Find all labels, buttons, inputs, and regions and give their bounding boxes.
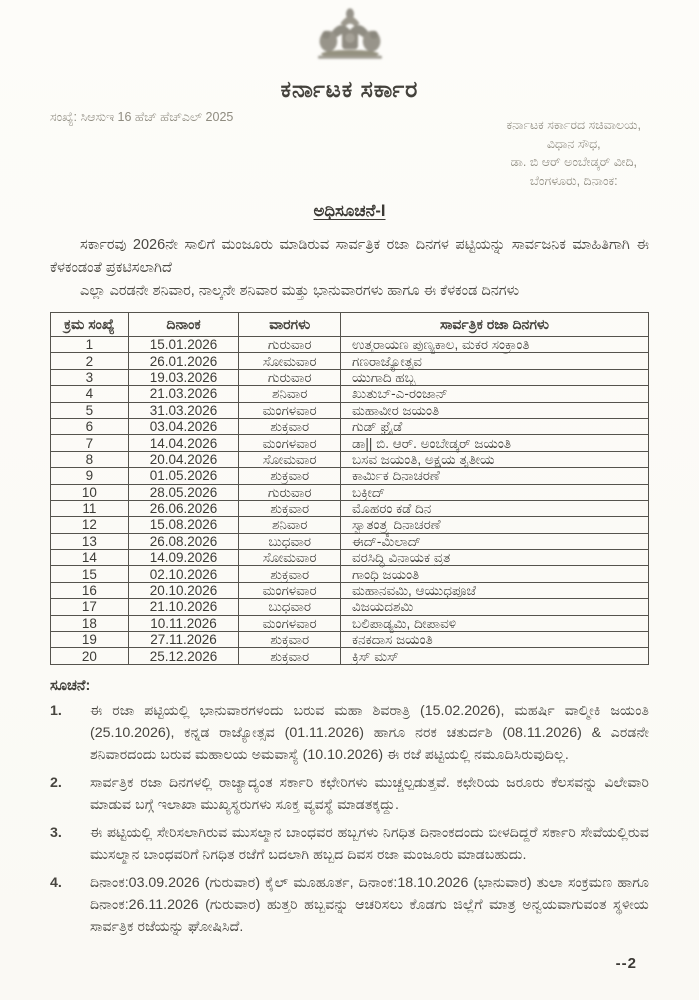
note-number: 2. (50, 774, 62, 791)
cell-weekday: ಶುಕ್ರವಾರ (239, 566, 341, 582)
cell-weekday: ಶುಕ್ರವಾರ (239, 648, 341, 664)
notes-list (50, 700, 649, 938)
table-row (51, 468, 649, 484)
cell-date: 26.08.2026 (128, 533, 239, 549)
table-row (51, 386, 649, 402)
table-row (51, 337, 649, 353)
cell-holiday-name: ಈದ್-ಮಿಲಾದ್ (341, 533, 649, 549)
cell-serial-number: 5 (51, 402, 129, 418)
cell-date: 28.05.2026 (128, 484, 239, 500)
cell-weekday: ಶುಕ್ರವಾರ (239, 468, 341, 484)
cell-weekday: ಶುಕ್ರವಾರ (239, 418, 341, 434)
cell-serial-number: 2 (51, 353, 129, 369)
cell-serial-number: 6 (51, 418, 129, 434)
intro-paragraph-2: ಎಲ್ಲಾ ಎರಡನೇ ಶನಿವಾರ, ನಾಲ್ಕನೇ ಶನಿವಾರ ಮತ್ತು ಭಾನುವಾರಗಳು ಹಾಗೂ ಈ ಕೆಳಕಂಡ ದಿನಗಳು (80, 283, 520, 299)
note-item (50, 822, 649, 866)
page-number: --2 (615, 955, 637, 972)
note-text: ಈ ಪಟ್ಟಿಯಲ್ಲಿ ಸೇರಿಸಲಾಗಿರುವ ಮುಸಲ್ಮಾನ ಬಾಂಧವರ ಹಬ್ಬಗಳು ನಿಗಧಿತ ದಿನಾಂಕದಂದು ಬೀಳದಿದ್ದರೆ ಸರ್ಕಾರಿ ಸೇವೆಯಲ್ಲಿರುವ ಮುಸಲ್ಮಾನ ಬಾಂಧವರಿಗೆ ನಿಗಧಿತ ರಜೆಗೆ ಬದಲಾಗಿ ಹಬ್ಬದ ದಿವಸ ರಜಾ ಮಂಜೂರು ಮಾಡಬಹುದು. (90, 824, 649, 863)
cell-serial-number: 4 (51, 386, 129, 402)
table-row (51, 451, 649, 467)
cell-serial-number: 1 (51, 337, 129, 353)
cell-date: 25.12.2026 (128, 648, 239, 664)
table-row (51, 566, 649, 582)
cell-date: 31.03.2026 (128, 402, 239, 418)
note-item (50, 700, 649, 766)
holiday-table-body (51, 337, 649, 665)
table-row (51, 533, 649, 549)
cell-date: 14.04.2026 (128, 435, 239, 451)
cell-serial-number: 19 (51, 632, 129, 648)
ref-address-row (50, 108, 649, 196)
cell-holiday-name: ಗಾಂಧಿ ಜಯಂತಿ (341, 566, 649, 582)
cell-holiday-name: ಮಹಾವೀರ ಜಯಂತಿ (341, 402, 649, 418)
cell-weekday: ಸೋಮವಾರ (239, 353, 341, 369)
cell-holiday-name: ಸ್ವಾತಂತ್ರ್ಯ ದಿನಾಚರಣೆ (341, 517, 649, 533)
cell-holiday-name: ಖುತುಬ್-ಎ-ರಂಜಾನ್ (341, 386, 649, 402)
cell-weekday: ಸೋಮವಾರ (239, 451, 341, 467)
table-row (51, 435, 649, 451)
cell-weekday: ಮಂಗಳವಾರ (239, 582, 341, 598)
secretariat-address-block (507, 116, 641, 196)
cell-date: 26.01.2026 (128, 353, 239, 369)
cell-weekday: ಬುಧವಾರ (239, 599, 341, 615)
table-row (51, 648, 649, 664)
table-row (51, 418, 649, 434)
cell-serial-number: 18 (51, 615, 129, 631)
note-number: 4. (50, 874, 62, 891)
note-number: 3. (50, 824, 62, 841)
cell-serial-number: 20 (51, 648, 129, 664)
cell-serial-number: 14 (51, 550, 129, 566)
karnataka-state-emblem-icon (300, 6, 400, 70)
cell-date: 27.11.2026 (128, 632, 239, 648)
table-row (51, 615, 649, 631)
cell-holiday-name: ವಿಜಯದಶಮಿ (341, 599, 649, 615)
cell-date: 14.09.2026 (128, 550, 239, 566)
cell-holiday-name: ಕಾರ್ಮಿಕ ದಿನಾಚರಣೆ (341, 468, 649, 484)
table-row (51, 353, 649, 369)
cell-serial-number: 7 (51, 435, 129, 451)
emblem-container (50, 6, 649, 72)
cell-date: 03.04.2026 (128, 418, 239, 434)
cell-serial-number: 3 (51, 369, 129, 385)
cell-date: 02.10.2026 (128, 566, 239, 582)
cell-date: 01.05.2026 (128, 468, 239, 484)
cell-holiday-name: ಮೊಹರಂ ಕಡೆ ದಿನ (341, 500, 649, 516)
address-line: ಬೆಂಗಳೂರು, ದಿನಾಂಕ: (529, 173, 618, 188)
cell-holiday-name: ಡಾ|| ಬಿ. ಆರ್. ಅಂಬೇಡ್ಕರ್ ಜಯಂತಿ (341, 435, 649, 451)
cell-serial-number: 16 (51, 582, 129, 598)
note-text: ಈ ರಜಾ ಪಟ್ಟಿಯಲ್ಲಿ ಭಾನುವಾರಗಳಂದು ಬರುವ ಮಹಾ ಶಿವರಾತ್ರಿ (15.02.2026), ಮಹರ್ಷಿ ವಾಲ್ಮೀಕಿ ಜಯಂತಿ (25.10.2026), ಕನ್ನಡ ರಾಜ್ಯೋತ್ಸವ (01.11.2026) ಹಾಗೂ ನರಕ ಚತುರ್ದಶಿ (08.11.2026) & ಎರಡನೇ ಶನಿವಾರದಂದು ಬರುವ ಮಹಾಲಯ ಅಮವಾಸ್ಯೆ (10.10.2026) ಈ ರಜೆ ಪಟ್ಟಿಯಲ್ಲಿ ನಮೂದಿಸಿರುವುದಿಲ್ಲ. (90, 702, 649, 763)
intro-paragraph-1: ಸರ್ಕಾರವು 2026ನೇ ಸಾಲಿಗೆ ಮಂಜೂರು ಮಾಡಿರುವ ಸಾರ್ವತ್ರಿಕ ರಜಾ ದಿನಗಳ ಪಟ್ಟಿಯನ್ನು ಸಾರ್ವಜನಿಕ ಮಾಹಿತಿಗಾಗಿ ಈ ಕೆಳಕಂಡಂತೆ ಪ್ರಕಟಿಸಲಾಗಿದೆ (50, 237, 649, 276)
cell-serial-number: 15 (51, 566, 129, 582)
cell-holiday-name: ಬಸವ ಜಯಂತಿ, ಅಕ್ಷಯ ತೃತೀಯ (341, 451, 649, 467)
cell-date: 21.10.2026 (128, 599, 239, 615)
notification-ref-number: ಸಂಖ್ಯೆ: ಸಿಆಸುಇ 16 ಹೆಚ್ ಹೆಚ್ಎಲ್ 2025 (50, 110, 234, 124)
header-date: ದಿನಾಂಕ (128, 313, 239, 337)
holiday-table (50, 312, 649, 665)
cell-holiday-name: ಬಕ್ರೀದ್ (341, 484, 649, 500)
note-text: ಸಾರ್ವತ್ರಿಕ ರಜಾ ದಿನಗಳಲ್ಲಿ ರಾಜ್ಯಾದ್ಯಂತ ಸರ್ಕಾರಿ ಕಛೇರಿಗಳು ಮುಚ್ಚಲ್ಪಡುತ್ತವೆ. ಕಛೇರಿಯ ಜರೂರು ಕೆಲಸವನ್ನು ವಿಲೇವಾರಿ ಮಾಡುವ ಬಗ್ಗೆ ಇಲಾಖಾ ಮುಖ್ಯಸ್ಥರುಗಳು ಸೂಕ್ತ ವ್ಯವಸ್ಥೆ ಮಾಡತಕ್ಕದ್ದು. (90, 774, 649, 813)
cell-holiday-name: ಕ್ರಿಸ್ ಮಸ್ (341, 648, 649, 664)
cell-weekday: ಗುರುವಾರ (239, 369, 341, 385)
note-number: 1. (50, 702, 62, 719)
note-item (50, 772, 649, 816)
table-row (51, 550, 649, 566)
notes-section (50, 678, 649, 938)
cell-holiday-name: ಬಲಿಪಾಡ್ಯಮಿ, ದೀಪಾವಳಿ (341, 615, 649, 631)
cell-date: 19.03.2026 (128, 369, 239, 385)
table-row (51, 582, 649, 598)
cell-holiday-name: ಗುಡ್ ಫ್ರೈಡೆ (341, 418, 649, 434)
cell-serial-number: 8 (51, 451, 129, 467)
cell-weekday: ಶನಿವಾರ (239, 386, 341, 402)
cell-weekday: ಮಂಗಳವಾರ (239, 402, 341, 418)
table-row (51, 500, 649, 516)
address-line: ಕರ್ನಾಟಕ ಸರ್ಕಾರದ ಸಚಿವಾಲಯ, (506, 118, 641, 132)
cell-date: 15.01.2026 (128, 337, 239, 353)
cell-serial-number: 9 (51, 468, 129, 484)
cell-date: 26.06.2026 (128, 500, 239, 516)
cell-weekday: ಶುಕ್ರವಾರ (239, 632, 341, 648)
cell-serial-number: 10 (51, 484, 129, 500)
table-row (51, 369, 649, 385)
cell-holiday-name: ವರಸಿದ್ಧಿ ವಿನಾಯಕ ವ್ರತ (341, 550, 649, 566)
intro-section (50, 234, 649, 303)
cell-date: 20.10.2026 (128, 582, 239, 598)
table-row (51, 599, 649, 615)
address-line: ಡಾ. ಬಿ ಆರ್ ಅಂಬೇಡ್ಕರ್ ವೀದಿ, (510, 155, 637, 169)
notes-heading: ಸೂಚನೆ: (50, 677, 91, 694)
cell-weekday: ಮಂಗಳವಾರ (239, 435, 341, 451)
table-row (51, 517, 649, 533)
header-serial-number: ಕ್ರಮ ಸಂಖ್ಯೆ (51, 313, 129, 337)
note-item (50, 872, 649, 938)
note-text: ದಿನಾಂಕ:03.09.2026 (ಗುರುವಾರ) ಕೈಲ್ ಮೂಹೂರ್ತ, ದಿನಾಂಕ:18.10.2026 (ಭಾನುವಾರ) ತುಲಾ ಸಂಕ್ರಮಣ ಹಾಗೂ ದಿನಾಂಕ:26.11.2026 (ಗುರುವಾರ) ಹುತ್ತರಿ ಹಬ್ಬವನ್ನು ಆಚರಿಸಲು ಕೊಡಗು ಜಿಲ್ಲೆಗೆ ಮಾತ್ರ ಅನ್ವಯವಾಗುವಂತ ಸ್ಥಳೀಯ ಸಾರ್ವತ್ರಿಕ ರಜೆಯನ್ನು ಘೋಷಿಸಿದೆ. (90, 874, 649, 935)
cell-date: 15.08.2026 (128, 517, 239, 533)
cell-date: 20.04.2026 (128, 451, 239, 467)
table-header-row (51, 313, 649, 337)
cell-weekday: ಬುಧವಾರ (239, 533, 341, 549)
cell-weekday: ಗುರುವಾರ (239, 337, 341, 353)
table-row (51, 402, 649, 418)
header-holiday-name: ಸಾರ್ವತ್ರಿಕ ರಜಾ ದಿನಗಳು (341, 313, 649, 337)
cell-holiday-name: ಉತ್ತರಾಯಣ ಪುಣ್ಯಕಾಲ, ಮಕರ ಸಂಕ್ರಾಂತಿ (341, 337, 649, 353)
table-row (51, 484, 649, 500)
header-weekday: ವಾರಗಳು (239, 313, 341, 337)
cell-holiday-name: ಕನಕದಾಸ ಜಯಂತಿ (341, 632, 649, 648)
cell-holiday-name: ಗಣರಾಜ್ಯೋತ್ಸವ (341, 353, 649, 369)
cell-weekday: ಗುರುವಾರ (239, 484, 341, 500)
table-row (51, 632, 649, 648)
cell-serial-number: 12 (51, 517, 129, 533)
cell-weekday: ಶನಿವಾರ (239, 517, 341, 533)
cell-serial-number: 11 (51, 500, 129, 516)
address-line: ವಿಧಾನ ಸೌಧ, (546, 136, 601, 151)
cell-serial-number: 17 (51, 599, 129, 615)
cell-serial-number: 13 (51, 533, 129, 549)
cell-weekday: ಶುಕ್ರವಾರ (239, 500, 341, 516)
cell-weekday: ಸೋಮವಾರ (239, 550, 341, 566)
cell-date: 21.03.2026 (128, 386, 239, 402)
cell-date: 10.11.2026 (128, 615, 239, 631)
notification-heading: ಅಧಿಸೂಚನೆ-I (313, 202, 386, 220)
government-title: ಕರ್ನಾಟಕ ಸರ್ಕಾರ (280, 76, 419, 102)
cell-holiday-name: ಮಹಾನವಮಿ, ಆಯುಧಪೂಜೆ (341, 582, 649, 598)
cell-holiday-name: ಯುಗಾದಿ ಹಬ್ಬ (341, 369, 649, 385)
cell-weekday: ಮಂಗಳವಾರ (239, 615, 341, 631)
